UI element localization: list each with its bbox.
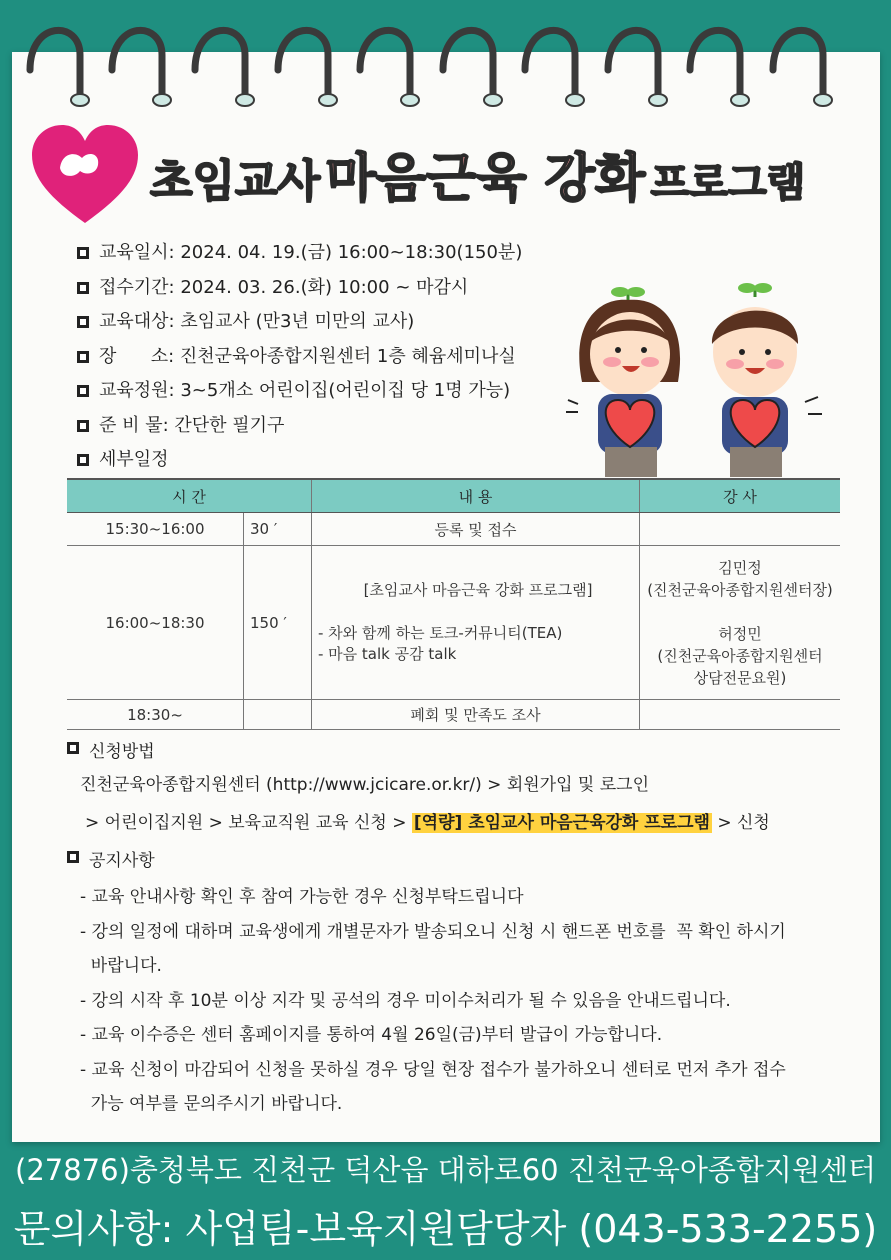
header-time: 시 간 — [67, 479, 312, 513]
square-bullet-icon — [77, 420, 89, 432]
apply-line1: 진천군육아종합지원센터 (http://www.jcicare.or.kr/) > 회원가입 및 로그인 — [80, 775, 650, 795]
square-bullet-icon — [67, 851, 79, 863]
cell-duration: 150 ′ — [244, 546, 312, 700]
footer-address: (27876)충청북도 진천군 덕산읍 대하로60 진천군육아종합지원센터 — [15, 1153, 876, 1187]
square-bullet-icon — [67, 742, 79, 754]
cell-time: 15:30~16:00 — [67, 513, 244, 546]
square-bullet-icon — [77, 454, 89, 466]
cell-lecturer — [640, 546, 841, 700]
spiral-binding — [0, 0, 891, 130]
children-with-hearts-illustration — [560, 282, 850, 477]
notice-heading: 공지사항 — [65, 846, 155, 871]
header-lecturer: 강 사 — [640, 479, 841, 513]
info-item-schedule: 세부일정 — [75, 443, 522, 478]
table-row — [67, 513, 840, 546]
lecturer-role: (진천군육아종합지원센터 — [657, 646, 823, 665]
program-item: - 마음 talk 공감 talk — [318, 645, 457, 663]
info-item-place: 장 소: 진천군육아종합지원센터 1층 혜윰세미나실 — [75, 340, 522, 375]
header-content: 내 용 — [312, 479, 640, 513]
lecturer-role: 상담전문요원) — [693, 668, 787, 687]
footer-contact: 문의사항: 사업팀-보육지원담당자 (043-533-2255) — [13, 1207, 878, 1251]
info-item-target: 교육대상: 초임교사 (만3년 미만의 교사) — [75, 305, 522, 340]
info-item-supplies: 준 비 물: 간단한 필기구 — [75, 409, 522, 444]
page-title — [150, 136, 805, 211]
cell-lecturer — [640, 513, 841, 546]
cell-time: 18:30~ — [67, 700, 244, 730]
square-bullet-icon — [77, 385, 89, 397]
lecturer-name: 허정민 — [718, 624, 762, 643]
info-item-period: 접수기간: 2024. 03. 26.(화) 10:00 ~ 마감시 — [75, 271, 522, 306]
title-part2: 마음근육 강화 — [325, 149, 646, 209]
cell-duration: 30 ′ — [244, 513, 312, 546]
notice-item: - 강의 시작 후 10분 이상 지각 및 공석의 경우 미이수처리가 될 수 있음을 안내드립니다. — [80, 990, 731, 1011]
notice-list — [80, 880, 786, 1122]
lecturer-name: 김민정 — [718, 558, 762, 577]
square-bullet-icon — [77, 247, 89, 259]
cell-content: 폐회 및 만족도 조사 — [312, 700, 640, 730]
info-item-capacity: 교육정원: 3~5개소 어린이집(어린이집 당 1명 가능) — [75, 374, 522, 409]
table-row — [67, 546, 840, 700]
square-bullet-icon — [77, 351, 89, 363]
heart-muscle-icon — [30, 123, 140, 233]
cell-duration — [244, 700, 312, 730]
program-title: [초임교사 마음근육 강화 프로그램] — [363, 581, 593, 599]
program-item: - 차와 함께 하는 토크-커뮤니티(TEA) — [318, 624, 563, 642]
cell-content — [312, 546, 640, 700]
cell-time: 16:00~18:30 — [67, 546, 244, 700]
notice-item: 바랍니다. — [80, 956, 162, 976]
lecturer-role: (진천군육아종합지원센터장) — [647, 580, 833, 599]
cell-content: 등록 및 접수 — [312, 513, 640, 546]
table-header-row — [67, 479, 840, 513]
info-item-date: 교육일시: 2024. 04. 19.(금) 16:00~18:30(150분) — [75, 236, 522, 271]
apply-heading: 신청방법 — [65, 737, 155, 762]
schedule-table — [67, 478, 840, 730]
title-area — [30, 118, 880, 228]
cell-lecturer — [640, 700, 841, 730]
square-bullet-icon — [77, 282, 89, 294]
notice-item: - 교육 신청이 마감되어 신청을 못하실 경우 당일 현장 접수가 불가하오니 센터로 먼저 추가 접수 — [80, 1059, 786, 1080]
notice-item: 가능 여부를 문의주시기 바랍니다. — [80, 1094, 343, 1114]
apply-line2 — [85, 808, 770, 833]
title-part3: 프로그램 — [650, 160, 806, 206]
program-highlight: [역량] 초임교사 마음근육강화 프로그램 — [413, 813, 710, 833]
notice-item: - 강의 일정에 대하며 교육생에게 개별문자가 발송되오니 신청 시 핸드폰 번호를 꼭 확인 하시기 — [80, 921, 786, 942]
table-row — [67, 700, 840, 730]
notice-item: - 교육 안내사항 확인 후 참여 가능한 경우 신청부탁드립니다 — [80, 887, 524, 907]
square-bullet-icon — [77, 316, 89, 328]
title-part1: 초임교사 — [150, 156, 321, 207]
apply-final: > 신청 — [717, 813, 770, 833]
info-list — [75, 236, 522, 478]
notice-item: - 교육 이수증은 센터 홈페이지를 통하여 4월 26일(금)부터 발급이 가능합니다. — [80, 1025, 663, 1045]
apply-path: > 어린이집지원 > 보육교직원 교육 신청 > — [85, 813, 407, 833]
